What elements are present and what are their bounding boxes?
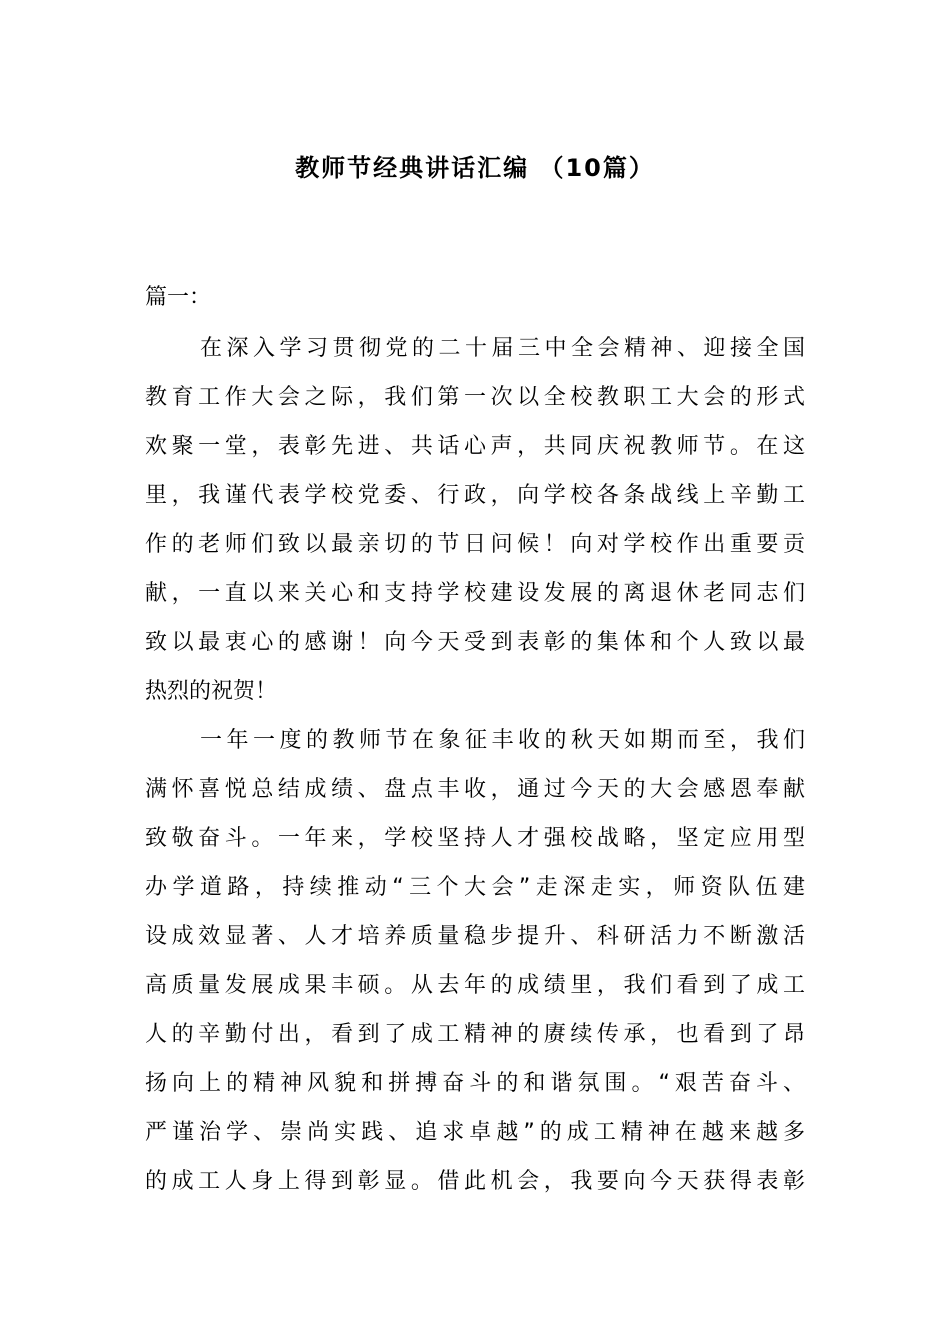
section-label: 篇一：	[145, 285, 212, 310]
text-line: 在深入学习贯彻党的二十届三中全会精神、迎接全国	[200, 336, 805, 361]
text-line: 办学道路，持续推动“三个大会”走深走实，师资队伍建	[145, 875, 805, 900]
text-line: 里，我谨代表学校党委、行政，向学校各条战线上辛勤工	[145, 483, 805, 508]
document-title: 教师节经典讲话汇编 （10篇）	[295, 154, 655, 182]
text-line: 献，一直以来关心和支持学校建设发展的离退休老同志们	[145, 581, 805, 606]
text-line: 高质量发展成果丰硕。从去年的成绩里，我们看到了成工	[145, 973, 805, 998]
text-line: 扬向上的精神风貌和拼搏奋斗的和谐氛围。“艰苦奋斗、	[145, 1071, 805, 1096]
text-line: 设成效显著、人才培养质量稳步提升、科研活力不断激活	[145, 924, 805, 949]
text-line: 教育工作大会之际，我们第一次以全校教职工大会的形式	[145, 385, 805, 410]
text-line: 满怀喜悦总结成绩、盘点丰收，通过今天的大会感恩奉献	[145, 777, 805, 802]
text-line: 欢聚一堂，表彰先进、共话心声，共同庆祝教师节。在这	[145, 434, 805, 459]
document-body	[145, 329, 805, 1211]
text-line: 严谨治学、崇尚实践、追求卓越”的成工精神在越来越多	[145, 1120, 805, 1145]
text-line: 人的辛勤付出，看到了成工精神的赓续传承，也看到了昂	[145, 1022, 805, 1047]
text-line: 一年一度的教师节在象征丰收的秋天如期而至，我们	[200, 728, 805, 753]
text-line: 作的老师们致以最亲切的节日问候！向对学校作出重要贡	[145, 532, 805, 557]
text-line: 的成工人身上得到彰显。借此机会，我要向今天获得表彰	[145, 1169, 805, 1194]
text-line: 致以最衷心的感谢！向今天受到表彰的集体和个人致以最	[145, 630, 805, 655]
text-line: 致敬奋斗。一年来，学校坚持人才强校战略，坚定应用型	[145, 826, 805, 851]
text-line: 热烈的祝贺！	[145, 679, 278, 704]
